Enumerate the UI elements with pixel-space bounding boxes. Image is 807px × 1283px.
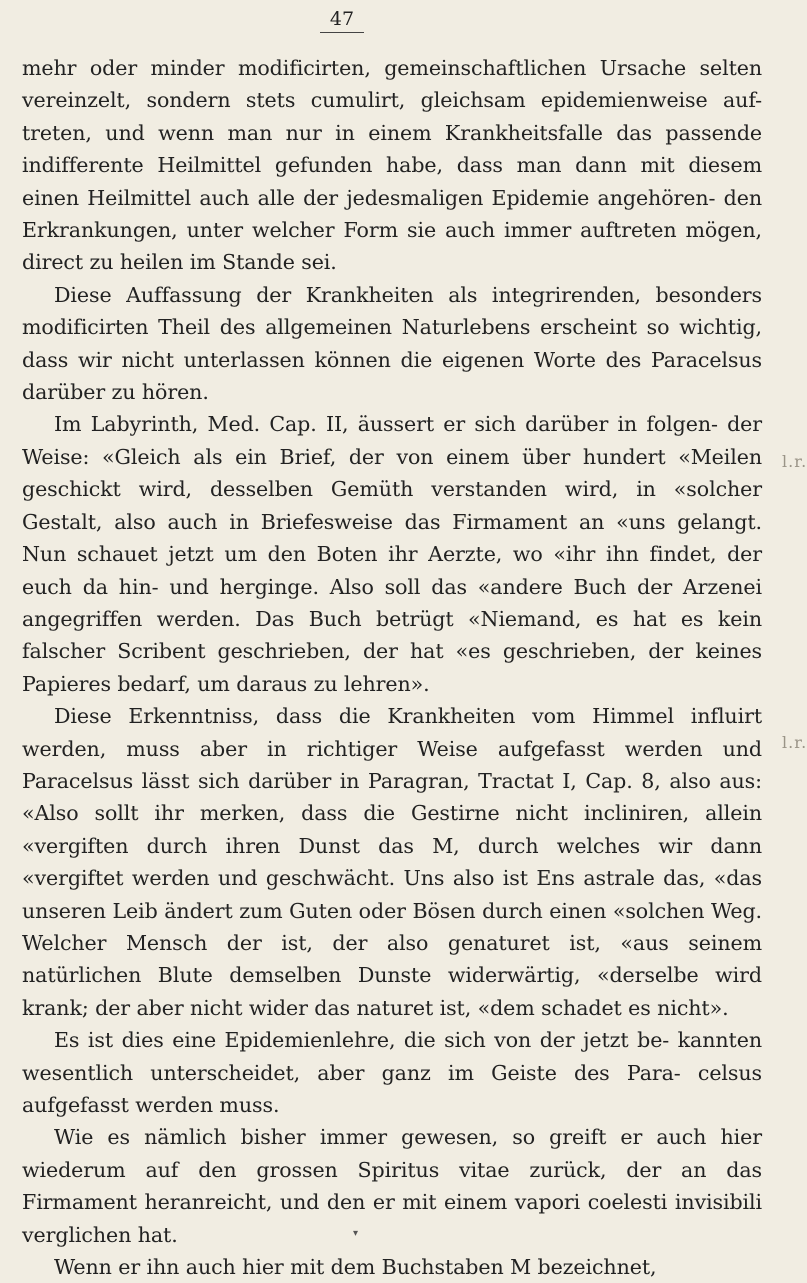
margin-note-2: l.r. [782, 733, 807, 752]
page-number: 47 [320, 6, 364, 33]
margin-note-1: l.r. [782, 452, 807, 471]
paragraph-7: Wenn er ihn auch hier mit dem Buchstaben M bezeichnet, [54, 1255, 657, 1280]
paragraph-1: mehr oder minder modificirten, gemeinschaftlichen Ursache selten vereinzelt, sondern stets cumulirt, gleichsam epidemienweise auf- treten, und wenn man nur in einem Krankheitsfalle das passende indifferente Heilmittel gefunden habe, dass man dann mit diesem einen Heilmittel auch alle der jedesmaligen Epidemie angehören- den Erkrankungen, unter welcher Form sie auch immer auftreten mögen, direct zu heilen im Stande sei. [22, 56, 762, 275]
paragraph-2: Diese Auffassung der Krankheiten als integrirenden, besonders modificirten Theil des allgemeinen Naturlebens erscheint so wichtig, dass wir nicht unterlassen können die eigenen Worte des Paracelsus darüber zu hören. [22, 282, 762, 405]
body-text [22, 52, 762, 1283]
paragraph-6: Wie es nämlich bisher immer gewesen, so greift er auch hier wiederum auf den grossen Spiritus vitae zurück, der an das Firmament heranreicht, und den er mit einem vapori coelesti invisibili verglichen hat. [22, 1125, 762, 1247]
paragraph-4: Diese Erkenntniss, dass die Krankheiten vom Himmel influirt werden, muss aber in richtiger Weise aufgefasst werden und Paracelsus lässt sich darüber in Paragran, Tractat I, Cap. 8, also aus: «Also sollt ihr merken, dass die Gestirne nicht incliniren, allein «vergiften durch ihren Dunst das M, durch welches wir dann «vergiftet werden und geschwächt. Uns also ist Ens astrale das, «das unseren Leib ändert zum Guten oder Bösen durch einen «solchen Weg. Welcher Mensch der ist, der also genaturet ist, «aus seinem natürlichen Blute demselben Dunste widerwärtig, «derselbe wird krank; der aber nicht wider das naturet ist, «dem schadet es nicht». [22, 704, 762, 1020]
paragraph-3: Im Labyrinth, Med. Cap. II, äussert er sich darüber in folgen- der Weise: «Gleich als ein Brief, der von einem über hundert «Meilen geschickt wird, desselben Gemüth verstanden wird, in «solcher Gestalt, also auch in Briefesweise das Firmament an «uns gelangt. Nun schauet jetzt um den Boten ihr Aerzte, wo «ihr ihn findet, der euch da hin- und herginge. Also soll das «andere Buch der Arzenei angegriffen werden. Das Buch betrügt «Niemand, es hat es kein falscher Scribent geschrieben, der hat «es geschrieben, der keines Papieres bedarf, um daraus zu lehren». [22, 412, 762, 696]
footer-mark: ▾ [353, 1228, 359, 1239]
paragraph-5: Es ist dies eine Epidemienlehre, die sich von der jetzt be- kannten wesentlich unterscheidet, aber ganz im Geiste des Para- celsus aufgefasst werden muss. [22, 1028, 762, 1117]
